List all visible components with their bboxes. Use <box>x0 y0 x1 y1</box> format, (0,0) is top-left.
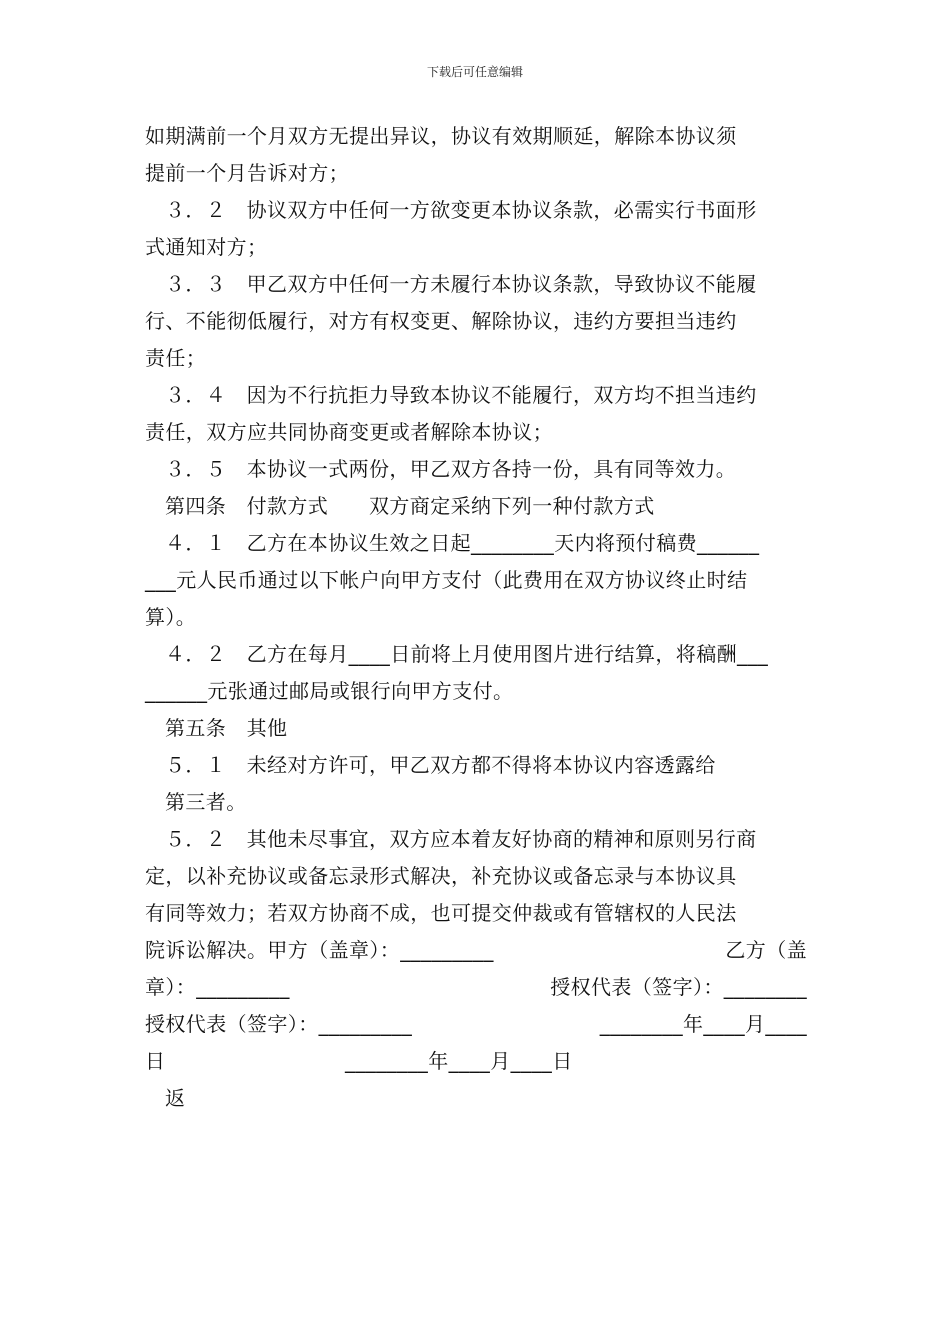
article-4-heading: 第四条 付款方式 双方商定采纳下列一种付款方式 <box>165 494 655 518</box>
clause-3-2: ３．２ 协议双方中任何一方欲变更本协议条款，必需实行书面形 <box>165 198 757 222</box>
text-line: 定，以补充协议或备忘录形式解决，补充协议或备忘录与本协议具 <box>145 864 737 888</box>
authorized-rep-b: 授权代表（签字）：________ <box>550 975 807 999</box>
party-b-seal-label: 乙方（盖 <box>725 938 807 962</box>
text-line: 第三者。 <box>165 790 247 814</box>
clause-4-1: ４．１ 乙方在本协议生效之日起________天内将预付稿费______ <box>165 531 760 555</box>
text-line: 责任； <box>145 346 207 370</box>
page-header: 下载后可任意编辑 <box>426 65 523 79</box>
text-line: 行、不能彻低履行，对方有权变更、解除协议，违约方要担当违约 <box>145 309 737 333</box>
clause-3-4: ３．４ 因为不行抗拒力导致本协议不能履行，双方均不担当违约 <box>165 383 757 407</box>
authorized-rep-a: 授权代表（签字）：_________ <box>145 1012 413 1036</box>
clause-5-2: ５．２ 其他未尽事宜，双方应本着友好协商的精神和原则另行商 <box>165 827 757 851</box>
clause-4-2: ４．２ 乙方在每月____日前将上月使用图片进行结算，将稿酬___ <box>165 642 769 666</box>
date-line-a: ________年____月____日 <box>345 1049 573 1073</box>
article-5-heading: 第五条 其他 <box>165 716 288 740</box>
text-line: 提前一个月告诉对方； <box>145 161 349 185</box>
party-b-seal-line: 章）：_________ <box>145 975 290 999</box>
text-line: 式通知对方； <box>145 235 268 259</box>
text-line: 有同等效力；若双方协商不成，也可提交仲裁或有管辖权的人民法 <box>145 901 737 925</box>
text-line: 责任，双方应共同协商变更或者解除本协议； <box>145 420 553 444</box>
text-line: 返 <box>165 1086 186 1110</box>
clause-3-5: ３．５ 本协议一式两份，甲乙双方各持一份，具有同等效力。 <box>165 457 737 481</box>
clause-5-1: ５．１ 未经对方许可，甲乙双方都不得将本协议内容透露给 <box>165 753 716 777</box>
text-line: 算）。 <box>145 605 197 629</box>
text-line: 如期满前一个月双方无提出异议，协议有效期顺延，解除本协议须 <box>145 124 737 148</box>
text-line: ___元人民币通过以下帐户向甲方支付（此费用在双方协议终止时结 <box>145 568 748 592</box>
party-a-seal-line: 院诉讼解决。甲方（盖章）：_________ <box>145 938 494 962</box>
text-line: ______元张通过邮局或银行向甲方支付。 <box>145 679 514 703</box>
clause-3-3: ３．３ 甲乙双方中任何一方未履行本协议条款，导致协议不能履 <box>165 272 757 296</box>
text-line: 日 <box>145 1049 166 1073</box>
date-line-b: ________年____月____ <box>599 1012 807 1036</box>
